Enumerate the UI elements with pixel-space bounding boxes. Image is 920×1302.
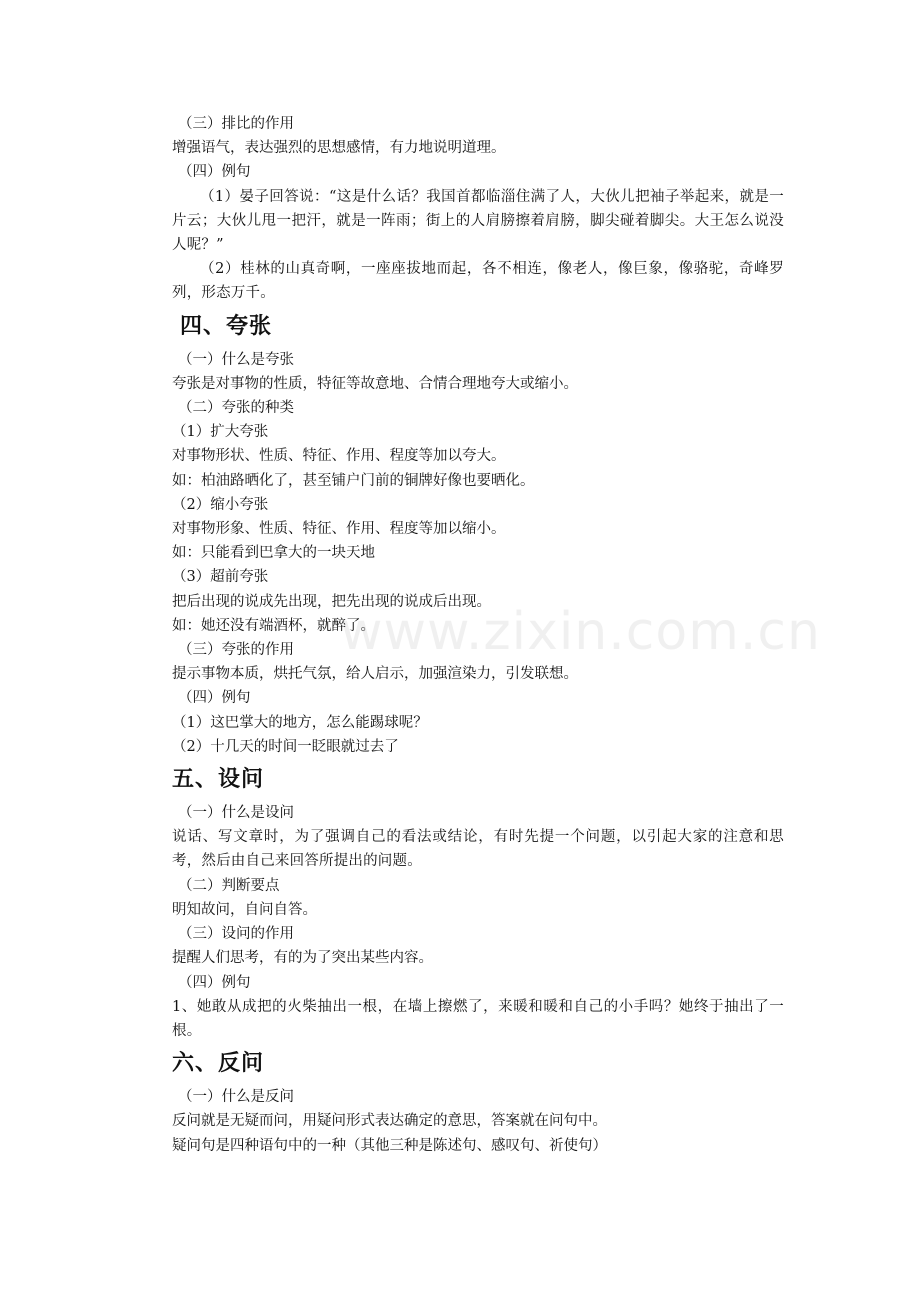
example-paragraph: 1、她敢从成把的火柴抽出一根，在墙上擦燃了，来暖和暖和自己的小手吗？她终于抽出了一根。 — [172, 998, 784, 1039]
paragraph: 如：她还没有端酒杯，就醉了。 — [172, 617, 375, 634]
list-item: （2）十几天的时间一眨眼就过去了 — [172, 738, 399, 755]
document-body — [172, 112, 784, 1158]
list-item: （1）这巴掌大的地方，怎么能踢球呢？ — [172, 714, 428, 731]
list-label: （1）扩大夸张 — [172, 424, 269, 441]
section-heading-hyperbole: 四、夸张 — [180, 312, 273, 339]
section-heading-counter-question: 六、反问 — [172, 1050, 265, 1077]
list-label: （3）超前夸张 — [172, 569, 269, 586]
subheading: （二）判断要点 — [178, 877, 280, 894]
paragraph: 把后出现的说成先出现，把先出现的说成后出现。 — [172, 593, 491, 610]
subheading: （四）例句 — [178, 974, 251, 991]
example-paragraph: （2）桂林的山真奇啊，一座座拔地而起，各不相连，像老人，像巨象，像骆驼，奇峰罗列，形态万千。 — [172, 261, 784, 302]
paragraph: 夸张是对事物的性质，特征等故意地、合情合理地夸大或缩小。 — [172, 375, 578, 392]
section-heading-rhetorical-question: 五、设问 — [172, 766, 265, 793]
paragraph: 明知故问，自问自答。 — [172, 901, 317, 918]
paragraph: 对事物形状、性质、特征、作用、程度等加以夸大。 — [172, 448, 506, 465]
subheading: （一）什么是设问 — [178, 805, 294, 822]
paragraph: 提示事物本质，烘托气氛，给人启示，加强渲染力，引发联想。 — [172, 666, 578, 683]
subheading-parallelism-function: （三）排比的作用 — [178, 116, 294, 132]
paragraph: 疑问句是四种语句中的一种（其他三种是陈述句、感叹句、祈使句） — [172, 1137, 607, 1154]
list-label: （2）缩小夸张 — [172, 496, 269, 513]
subheading: （三）设问的作用 — [178, 926, 294, 943]
paragraph: 增强语气，表达强烈的思想感情，有力地说明道理。 — [172, 140, 506, 157]
subheading: （一）什么是夸张 — [178, 351, 294, 368]
watermark: www.zixin.com.cn — [340, 602, 821, 662]
paragraph: 如：只能看到巴拿大的一块天地 — [172, 545, 375, 562]
example-paragraph: （1）晏子回答说：“这是什么话？我国首都临淄住满了人，大伙儿把袖子举起来，就是一片云；大伙儿甩一把汗，就是一阵雨；街上的人肩膀擦着肩膀，脚尖碰着脚尖。大王怎么说没人呢？” — [172, 188, 784, 254]
paragraph: 如：柏油路晒化了，甚至铺户门前的铜牌好像也要晒化。 — [172, 472, 535, 489]
paragraph: 反问就是无疑而问，用疑问形式表达确定的意思，答案就在问句中。 — [172, 1113, 607, 1130]
subheading: （二）夸张的种类 — [178, 400, 294, 417]
subheading: （四）例句 — [178, 690, 251, 707]
subheading: （一）什么是反问 — [178, 1089, 294, 1106]
paragraph: 说话、写文章时，为了强调自己的看法或结论，有时先提一个问题，以引起大家的注意和思考，然后由自己来回答所提出的问题。 — [172, 829, 784, 870]
subheading: （三）夸张的作用 — [178, 642, 294, 659]
paragraph: 提醒人们思考，有的为了突出某些内容。 — [172, 950, 433, 967]
paragraph: 对事物形象、性质、特征、作用、程度等加以缩小。 — [172, 521, 506, 538]
subheading-examples: （四）例句 — [178, 164, 251, 181]
